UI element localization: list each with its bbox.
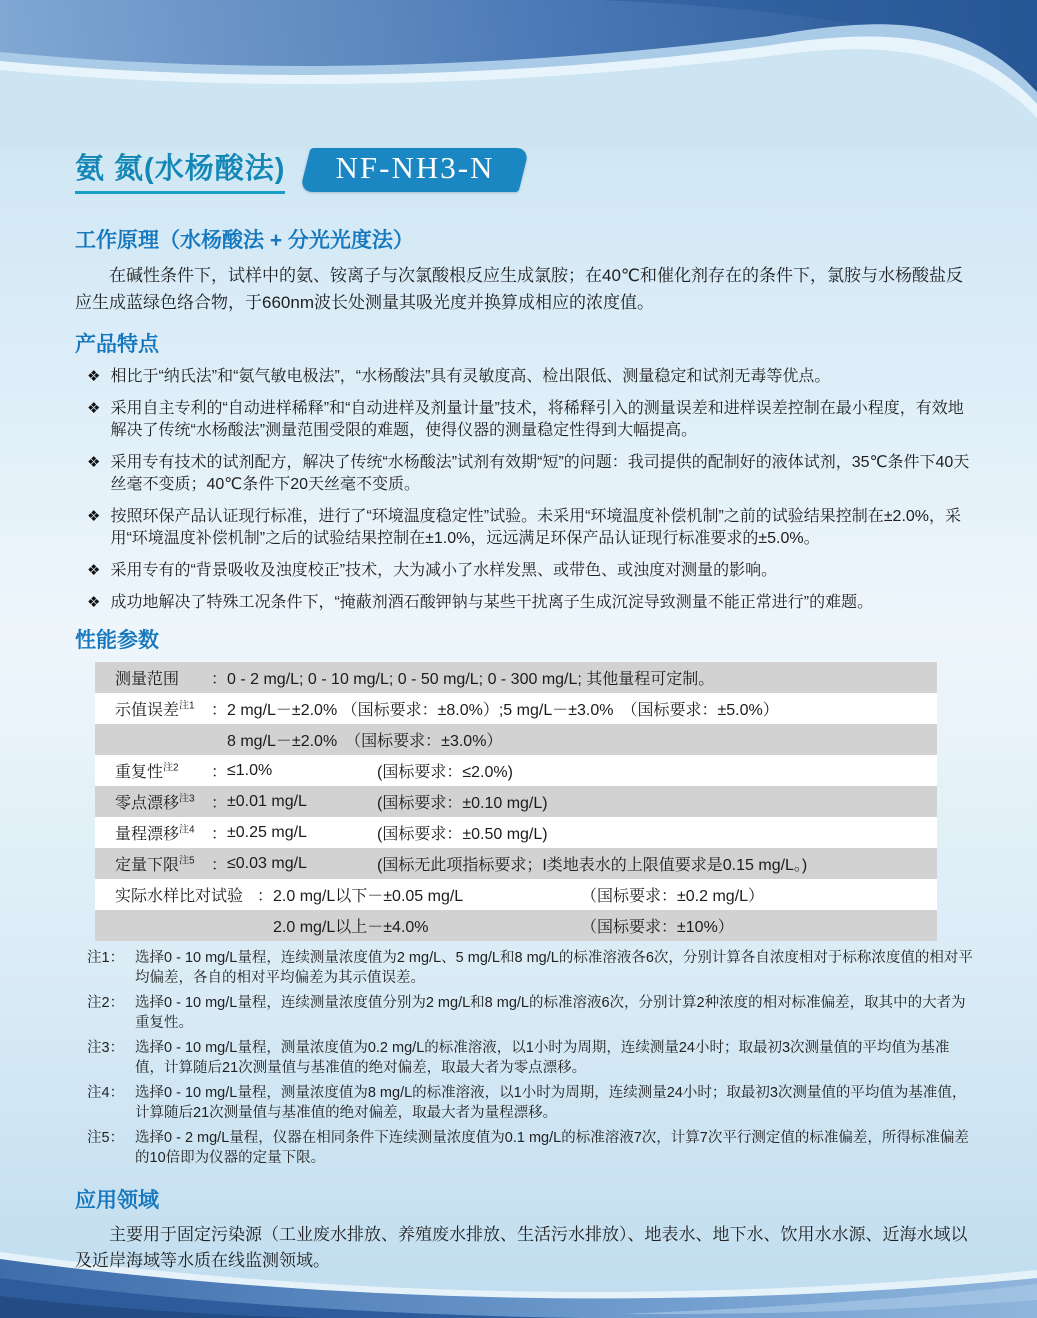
spec-row-real-sample-comparison: 实际水样比对试验 ： 2.0 mg/L以下－±0.05 mg/L （国标要求：±0.2 mg/L）: [95, 879, 937, 910]
note-ref: 注2: [163, 762, 179, 774]
diamond-bullet-icon: ❖: [87, 454, 101, 471]
note-text: 选择0 - 10 mg/L量程，测量浓度值为8 mg/L的标准溶液，以1小时为周期，连续测量24小时；取最初3次测量值的平均值为基准值，计算随后21次测量值与基准值的绝对偏差，取最大者为量程漂移。: [135, 1085, 967, 1121]
spec-label: 实际水样比对试验: [115, 888, 244, 905]
note-label: 注2：: [87, 995, 125, 1011]
model-badge: [300, 148, 530, 192]
spec-standard-requirement: (国标要求：±0.10 mg/L): [377, 795, 548, 812]
diamond-bullet-icon: ❖: [87, 400, 101, 417]
note-text: 选择0 - 10 mg/L量程，测量浓度值为0.2 mg/L的标准溶液，以1小时为周期，连续测量24小时；取最初3次测量值的平均值为基准值，计算随后21次测量值与基准值的绝对偏差，取最大者为零点漂移。: [135, 1040, 950, 1076]
note-text: 选择0 - 2 mg/L量程，仪器在相同条件下连续测量浓度值为0.1 mg/L的标准溶液7次，计算7次平行测定值的标准偏差，所得标准偏差的10倍即为仪器的定量下限。: [135, 1130, 969, 1166]
feature-item: [87, 366, 975, 388]
diamond-bullet-icon: ❖: [87, 594, 101, 611]
diamond-bullet-icon: ❖: [87, 368, 101, 385]
spec-value: 2.0 mg/L以上－±4.0%: [273, 919, 429, 936]
feature-text: 采用专有的“背景吸收及浊度校正”技术，大为减小了水样发黑、或带色、或浊度对测量的影响。: [110, 562, 778, 579]
spec-value: ≤0.03 mg/L: [227, 854, 307, 872]
spec-row-zero-drift: 零点漂移$^{注3}$ ： ±0.01 mg/L (国标要求：±0.10 mg/L): [95, 786, 937, 817]
note-item: [87, 994, 975, 1033]
note-text: 选择0 - 10 mg/L量程，连续测量浓度值分别为2 mg/L和8 mg/L的标准溶液6次，分别计算2种浓度的相对标准偏差，取其中的大者为重复性。: [135, 995, 966, 1031]
spec-label: 重复性$^{注2}$: [115, 762, 179, 781]
note-label: 注3：: [87, 1040, 125, 1056]
specs-heading: 性能参数: [75, 629, 159, 652]
spec-row-indication-error: 示值误差$^{注1}$ ： 2 mg/L－±2.0% （国标要求：±8.0%）;5 mg/L－±3.0% （国标要求：±5.0%）: [95, 693, 937, 724]
note-ref: 注4: [179, 824, 195, 836]
feature-text: 相比于“纳氏法”和“氨气敏电极法”，“水杨酸法”具有灵敏度高、检出限低、测量稳定和试剂无毒等优点。: [110, 368, 831, 385]
spec-standard-requirement: （国标要求：±0.2 mg/L）: [581, 888, 765, 905]
note-label: 注5：: [87, 1130, 125, 1146]
spec-value: ≤1.0%: [227, 761, 273, 779]
spec-standard-requirement: (国标要求：±0.50 mg/L): [377, 826, 548, 843]
note-ref: 注1: [179, 700, 195, 712]
feature-text: 采用自主专利的“自动进样稀释”和“自动进样及剂量计量”技术，将稀释引入的测量误差和进样误差控制在最小程度，有效地解决了传统“水杨酸法”测量范围受限的难题，使得仪器的测量稳定性得到大幅提高。: [110, 400, 964, 439]
spec-label: 量程漂移$^{注4}$: [115, 824, 195, 843]
model-number: NF-NH3-N: [335, 150, 495, 185]
diamond-bullet-icon: ❖: [87, 508, 101, 525]
spec-standard-requirement: (国标无此项指标要求；I类地表水的上限值要求是0.15 mg/L。): [377, 857, 808, 874]
spec-value: ±0.01 mg/L: [227, 792, 307, 810]
spec-label: 示值误差$^{注1}$: [115, 700, 195, 719]
feature-item: [87, 592, 975, 614]
feature-text: 采用专有技术的试剂配方，解决了传统“水杨酸法”试剂有效期“短”的问题：我司提供的配制好的液体试剂，35℃条件下40天丝毫不变质；40℃条件下20天丝毫不变质。: [110, 454, 970, 493]
spec-value: 0 - 2 mg/L; 0 - 10 mg/L; 0 - 50 mg/L; 0 - 300 mg/L; 其他量程可定制。: [227, 671, 715, 688]
principle-heading: 工作原理（水杨酸法 + 分光光度法）: [75, 229, 414, 252]
title-row: [75, 146, 975, 194]
feature-list: [75, 366, 975, 614]
note-item: [87, 1039, 975, 1078]
feature-text: 按照环保产品认证现行标准，进行了“环境温度稳定性”试验。未采用“环境温度补偿机制”之前的试验结果控制在±2.0%，采用“环境温度补偿机制”之后的试验结果控制在±1.0%，远远满足环保产品认证现行标准要求的±5.0%。: [110, 508, 962, 547]
feature-item: [87, 560, 975, 582]
feature-item: [87, 506, 975, 550]
feature-item: [87, 452, 975, 496]
diamond-bullet-icon: ❖: [87, 562, 101, 579]
spec-row-measuring-range: 测量范围 ： 0 - 2 mg/L; 0 - 10 mg/L; 0 - 50 mg/L; 0 - 300 mg/L; 其他量程可定制。: [95, 662, 937, 693]
note-label: 注4：: [87, 1085, 125, 1101]
note-ref: 注3: [179, 793, 195, 805]
product-title: 氨 氮(水杨酸法): [75, 146, 285, 194]
spec-standard-requirement: （国标要求：±10%）: [581, 919, 734, 936]
spec-label: 测量范围: [115, 671, 180, 688]
note-item: [87, 1129, 975, 1168]
spec-table: [95, 662, 937, 941]
note-item: [87, 949, 975, 988]
spec-value: 2.0 mg/L以下－±0.05 mg/L: [273, 888, 464, 905]
principle-text: 在碱性条件下，试样中的氨、铵离子与次氯酸根反应生成氯胺；在40℃和催化剂存在的条件下，氯胺与水杨酸盐反应生成蓝绿色络合物，于660nm波长处测量其吸光度并换算成相应的浓度值。: [75, 266, 963, 312]
note-label: 注1：: [87, 950, 125, 966]
application-heading: 应用领域: [75, 1189, 159, 1212]
spec-value: 2 mg/L－±2.0% （国标要求：±8.0%）;5 mg/L－±3.0%: [227, 702, 614, 719]
spec-notes: [87, 949, 975, 1168]
note-ref: 注5: [179, 855, 195, 867]
spec-label: 零点漂移$^{注3}$: [115, 793, 195, 812]
spec-row-quantification-limit: 定量下限$^{注5}$ ： ≤0.03 mg/L (国标无此项指标要求；I类地表水的上限值要求是0.15 mg/L。): [95, 848, 937, 879]
spec-row-span-drift: 量程漂移$^{注4}$ ： ±0.25 mg/L (国标要求：±0.50 mg/L): [95, 817, 937, 848]
spec-row-repeatability: 重复性$^{注2}$ ： ≤1.0% (国标要求：≤2.0%): [95, 755, 937, 786]
spec-row-real-sample-comparison-cont: [95, 910, 937, 941]
spec-label: 定量下限$^{注5}$: [115, 855, 195, 874]
spec-standard-requirement: （国标要求：±3.0%）: [345, 733, 503, 750]
features-heading: 产品特点: [75, 333, 159, 356]
note-text: 选择0 - 10 mg/L量程，连续测量浓度值为2 mg/L、5 mg/L和8 mg/L的标准溶液各6次，分别计算各自浓度相对于标称浓度值的相对平均偏差，各自的相对平均偏差为其示值误差。: [135, 950, 973, 986]
spec-row-indication-error-cont: [95, 724, 937, 755]
spec-value: 8 mg/L－±2.0%: [227, 733, 338, 750]
spec-standard-requirement: (国标要求：≤2.0%): [377, 764, 513, 781]
application-text: 主要用于固定污染源（工业废水排放、养殖废水排放、生活污水排放）、地表水、地下水、饮用水水源、近海水域以及近岸海域等水质在线监测领域。: [75, 1225, 968, 1270]
spec-value: ±0.25 mg/L: [227, 823, 307, 841]
feature-item: [87, 398, 975, 442]
note-item: [87, 1084, 975, 1123]
feature-text: 成功地解决了特殊工况条件下，“掩蔽剂酒石酸钾钠与某些干扰离子生成沉淀导致测量不能正常进行”的难题。: [110, 594, 874, 611]
spec-standard-requirement: （国标要求：±5.0%）: [621, 702, 779, 719]
